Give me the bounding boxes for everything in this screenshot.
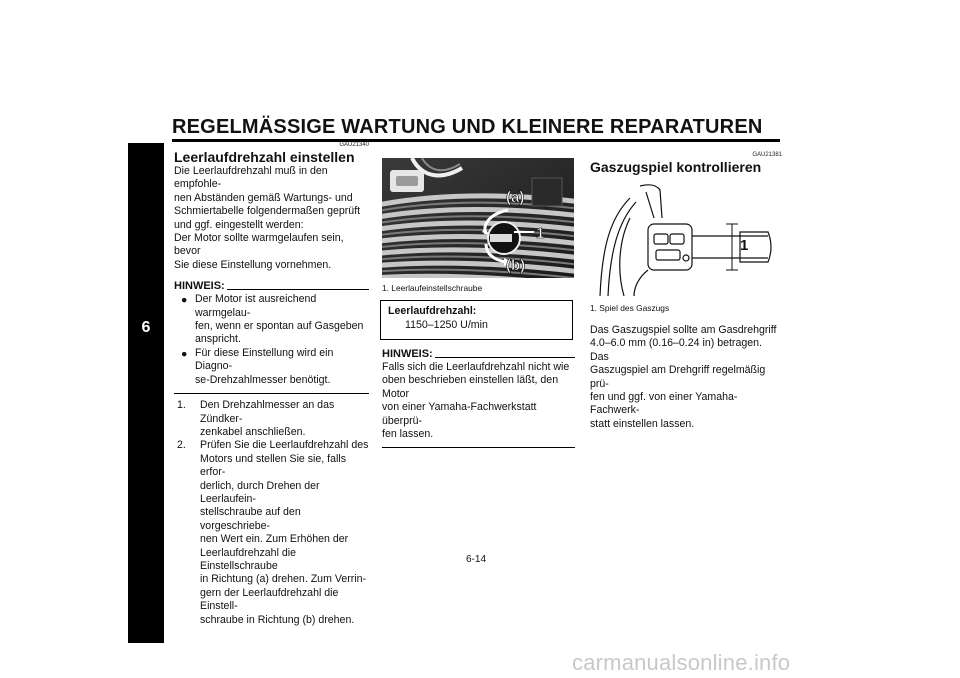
section-heading: Gaszugspiel kontrollieren xyxy=(590,159,762,175)
middle-hinweis xyxy=(382,348,575,448)
text-line: derlich, durch Drehen der Leerlaufein- xyxy=(200,479,320,505)
spec-value: 1150–1250 U/min xyxy=(405,319,488,331)
label-1: 1 xyxy=(740,237,749,254)
text-line: Die Leerlaufdrehzahl muß in den empfohle- xyxy=(174,165,328,191)
figure-caption: 1. Spiel des Gaszugs xyxy=(590,303,670,313)
hinweis-header xyxy=(382,348,575,360)
photo-caption: 1. Leerlaufeinstellschraube xyxy=(382,283,483,293)
step-number: 1. xyxy=(177,399,186,412)
idle-screw-photo xyxy=(382,158,574,278)
text-line: Für diese Einstellung wird ein Diagno- xyxy=(195,346,334,373)
text-line: 4.0–6.0 mm (0.16–0.24 in) betragen. Das xyxy=(590,337,762,363)
text-line: schraube in Richtung (b) drehen. xyxy=(200,613,355,626)
hinweis-label: HINWEIS: xyxy=(382,348,433,360)
list-item xyxy=(174,399,369,439)
text-line: fen und ggf. von einer Yamaha-Fachwerk- xyxy=(590,391,738,417)
section-code: GAU21340 xyxy=(339,142,369,148)
text-line: statt einstellen lassen. xyxy=(590,417,695,430)
hinweis-rule xyxy=(435,357,575,358)
right-body xyxy=(590,324,782,431)
text-line: von einer Yamaha-Fachwerkstatt überprü- xyxy=(382,401,537,427)
text-line: Schmiertabelle folgendermaßen geprüft xyxy=(174,205,361,218)
text-line: Sie diese Einstellung vornehmen. xyxy=(174,258,332,271)
watermark: carmanualsonline.info xyxy=(572,650,791,675)
steps-list xyxy=(174,399,369,627)
hinweis-label: HINWEIS: xyxy=(174,280,225,293)
text-line: und ggf. eingestellt werden: xyxy=(174,218,304,231)
text-line: oben beschrieben einstellen läßt, den Motor xyxy=(382,374,559,400)
bullet-icon: ● xyxy=(181,347,188,360)
right-heading-block xyxy=(590,152,782,175)
text-line: Prüfen Sie die Leerlaufdrehzahl des xyxy=(200,439,369,452)
text-line: gern der Leerlaufdrehzahl die Einstell- xyxy=(200,586,339,613)
bullet-icon: ● xyxy=(181,294,188,307)
left-column xyxy=(174,142,369,627)
label-b: (b) xyxy=(506,257,526,274)
text-line: fen, wenn er spontan auf Gasgeben xyxy=(195,320,364,333)
text-line: Gaszugspiel am Drehgriff regelmäßig prü- xyxy=(590,364,766,390)
label-a: (a) xyxy=(506,189,525,206)
hinweis-rule xyxy=(227,289,369,290)
list-item xyxy=(174,347,369,387)
list-item xyxy=(174,439,369,627)
text-line: se-Drehzahlmesser benötigt. xyxy=(195,373,331,386)
chapter-number: 6 xyxy=(141,319,151,336)
text-line: Den Drehzahlmesser an das Zündker- xyxy=(200,399,335,425)
step-number: 2. xyxy=(177,439,186,452)
text-line: nen Wert ein. Zum Erhöhen der xyxy=(200,533,349,546)
text-line: zenkabel anschließen. xyxy=(200,425,306,438)
throttle-grip-drawing xyxy=(590,178,782,298)
text-line: Das Gaszugspiel sollte am Gasdrehgriff xyxy=(590,324,777,336)
hinweis-end-rule xyxy=(382,447,575,448)
text-line: Der Motor sollte warmgelaufen sein, bevor xyxy=(174,232,344,258)
text-line: Motors und stellen Sie sie, falls erfor- xyxy=(200,452,347,479)
text-line: nen Abständen gemäß Wartungs- und xyxy=(174,191,353,204)
page-number: 6-14 xyxy=(466,554,487,565)
text-line: Leerlaufdrehzahl die Einstellschraube xyxy=(200,546,297,572)
text-line: stellschraube auf den vorgeschriebe- xyxy=(200,506,301,532)
section-heading: Leerlaufdrehzahl einstellen xyxy=(174,149,355,165)
hinweis-text xyxy=(382,361,575,441)
spec-box xyxy=(380,300,573,340)
text-line: fen lassen. xyxy=(382,428,434,441)
list-item xyxy=(174,293,369,347)
text-line: Falls sich die Leerlaufdrehzahl nicht wie xyxy=(382,361,570,373)
spec-label: Leerlaufdrehzahl: xyxy=(388,305,477,317)
page-title: REGELMÄSSIGE WARTUNG UND KLEINERE REPARATUREN xyxy=(172,116,763,138)
label-1: 1 xyxy=(536,225,545,242)
text-line: in Richtung (a) drehen. Zum Verrin- xyxy=(200,573,367,586)
hinweis-header xyxy=(174,280,369,292)
intro-text xyxy=(174,165,369,272)
hinweis-end-rule xyxy=(174,393,369,394)
text-line: Der Motor ist ausreichend warmgelau- xyxy=(195,293,317,319)
hinweis-bullets xyxy=(174,293,369,387)
chapter-tab xyxy=(128,143,164,643)
text-line: anspricht. xyxy=(195,333,241,346)
section-code: GAU21381 xyxy=(752,152,782,158)
